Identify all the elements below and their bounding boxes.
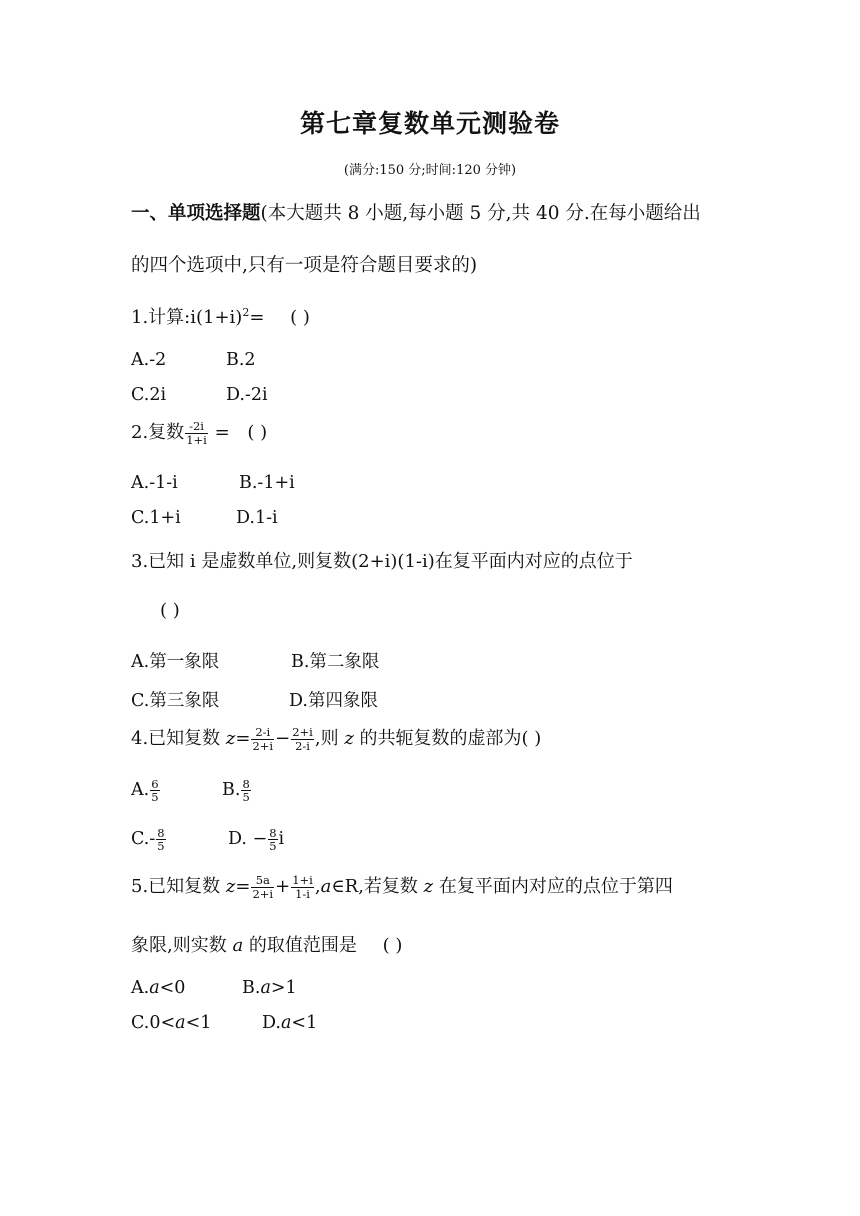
question-5-stem-line2: 象限,则实数 a 的取值范围是 ( ) [131,935,403,956]
option-b: B.a>1 [242,978,297,998]
question-5-stem: 5.已知复数 z= $\frac{5a}{2+i}$ + $\frac{1+i}{1-i}$ ,a∈R,若复数 z 在复平面内对应的点位于第四 [131,873,673,901]
variable-z: z [225,876,236,897]
option-c: C.第三象限 [131,691,220,711]
variable-z: z [225,728,236,749]
option-a: A.-2 [131,350,167,370]
option-d: D. − $\frac{8}{5}$ i [228,826,285,854]
fraction: $\frac{6}{5}$ [151,777,159,805]
variable-z: z [423,876,434,897]
question-3-stem: 3.已知 i 是虚数单位,则复数(2+i)(1-i)在复平面内对应的点位于 [131,551,633,572]
variable-z: z [344,728,354,749]
fraction: $\frac{5a}{2+i}$ [252,873,274,901]
section-desc-line2: 的四个选项中,只有一项是符合题目要求的) [131,255,478,276]
answer-paren: ( ) [382,935,403,956]
fraction: $\frac{8}{5}$ [269,826,277,854]
option-a: A.第一象限 [131,652,220,672]
question-1-stem: 1.计算$:i(1+i)^2=$ ( ) [131,306,310,328]
option-d: D.a<1 [262,1013,318,1033]
option-a: A.-1-i [131,473,178,493]
option-b: B.2 [226,350,256,370]
question-4-stem: 4.已知复数 z= $\frac{2-i}{2+i}$ − $\frac{2+i}{2-i}$ ,则 z 的共轭复数的虚部为( ) [131,725,542,753]
option-c: C.1+i [131,508,181,528]
fraction: $\frac{1+i}{1-i}$ [292,873,313,901]
option-c: C.0<a<1 [131,1013,212,1033]
variable-a: a [232,935,244,956]
fraction: $\frac{2-i}{2+i}$ [252,725,274,753]
option-c: C.- $\frac{8}{5}$ [131,826,165,854]
page-title: 第七章复数单元测验卷 [299,109,560,138]
option-d: D.第四象限 [289,691,378,711]
fraction: $\frac{8}{5}$ [242,777,250,805]
page-subtitle: (满分:150 分;时间:120 分钟) [343,163,517,178]
answer-paren: ( ) [247,422,268,443]
option-d: D.-2i [226,385,268,405]
variable-a: a [320,876,332,897]
option-d: D.1-i [236,508,278,528]
answer-paren: ( ) [521,728,542,749]
option-b: B.第二象限 [291,652,380,672]
fraction: $\frac{-2i}{1+i}$ [186,419,207,447]
section-head: 一、单项选择题 [131,203,261,224]
fraction: $\frac{2+i}{2-i}$ [292,725,313,753]
option-a: A. $\frac{6}{5}$ [131,777,159,805]
answer-paren: ( ) [160,600,180,621]
option-b: B.-1+i [239,473,295,493]
option-b: B. $\frac{8}{5}$ [222,777,250,805]
option-c: C.2i [131,385,167,405]
section-desc-line1: (本大题共 8 小题,每小题 5 分,共 40 分.在每小题给出 [260,203,701,224]
section-heading [131,199,701,225]
answer-paren: ( ) [290,307,310,328]
option-a: A.a<0 [131,978,186,998]
fraction: $\frac{8}{5}$ [157,826,165,854]
question-2-stem: 2.复数 $\frac{-2i}{1+i}$ = ( ) [131,419,268,447]
